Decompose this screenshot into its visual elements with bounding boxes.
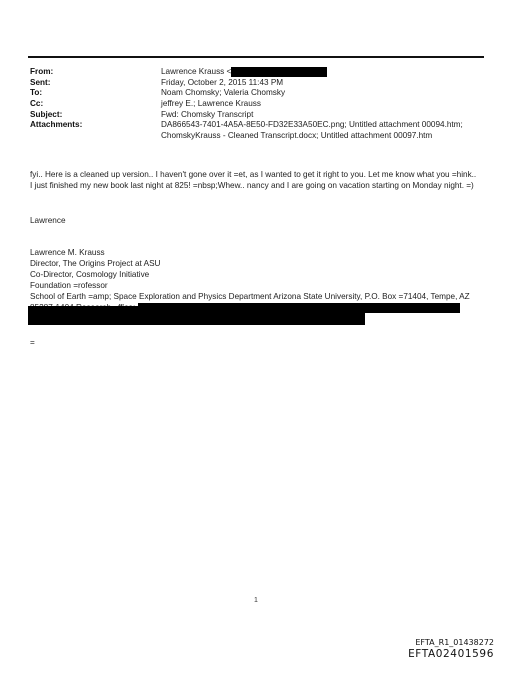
redaction-bar <box>231 67 327 77</box>
redaction-block <box>28 306 365 325</box>
message-paragraph: fyi.. Here is a cleaned up version.. I haven't gone over it =et, as I wanted to get it right to you. Let me know what you =hink.. I just finished my new book last night at 825! =nbsp;Whew.. nancy and I are going on vacation starting on Monday night. =) <box>30 170 477 191</box>
message-signoff: Lawrence <box>30 216 66 225</box>
bates-footer <box>408 638 494 661</box>
subject-label: Subject: <box>30 109 63 119</box>
cc-row <box>30 99 491 110</box>
attachments-line-2: ChomskyKrauss - Cleaned Transcript.docx; Untitled attachment 00097.htm <box>161 130 433 140</box>
to-label: To: <box>30 88 43 98</box>
signature-name: Lawrence M. Krauss <box>30 248 105 257</box>
signature-title-2: Co-Director, Cosmology Initiative <box>30 269 150 279</box>
attachments-value <box>161 120 491 141</box>
trailer-text: = <box>30 338 35 347</box>
attachments-line-1: DA866543-7401-4A5A-8E50-FD32E33A50EC.png; Untitled attachment 00094.htm; <box>161 120 463 130</box>
from-row <box>30 67 491 78</box>
sent-row <box>30 78 491 89</box>
bates-id-2: EFTA02401596 <box>408 648 494 660</box>
signature-title-3: Foundation =rofessor <box>30 280 108 290</box>
sent-label: Sent: <box>30 77 51 87</box>
bates-id-1: EFTA_R1_01438272 <box>415 638 494 647</box>
signature-title: Director, The Origins Project at ASU <box>30 258 161 268</box>
subject-value: Fwd: Chomsky Transcript <box>161 109 254 119</box>
from-label: From: <box>30 67 54 76</box>
subject-row <box>30 110 491 121</box>
page-number: 1 <box>254 597 258 604</box>
signature-address: School of Earth =amp; Space Exploration and Physics Department Arizona State University, P.O. Box =71404, Tempe, AZ <box>30 291 470 301</box>
attachments-row <box>30 120 491 141</box>
email-header <box>30 67 491 141</box>
sent-value: Friday, October 2, 2015 11:43 PM <box>161 77 284 87</box>
to-value: Noam Chomsky; Valeria Chomsky <box>161 88 286 98</box>
attachments-label: Attachments: <box>30 120 83 130</box>
signature-block <box>30 248 480 314</box>
cc-value: jeffrey E.; Lawrence Krauss <box>161 98 261 108</box>
cc-label: Cc: <box>30 98 44 108</box>
header-divider <box>28 56 484 58</box>
to-row <box>30 88 491 99</box>
from-name: Lawrence Krauss < <box>161 67 232 77</box>
from-value <box>161 67 491 78</box>
